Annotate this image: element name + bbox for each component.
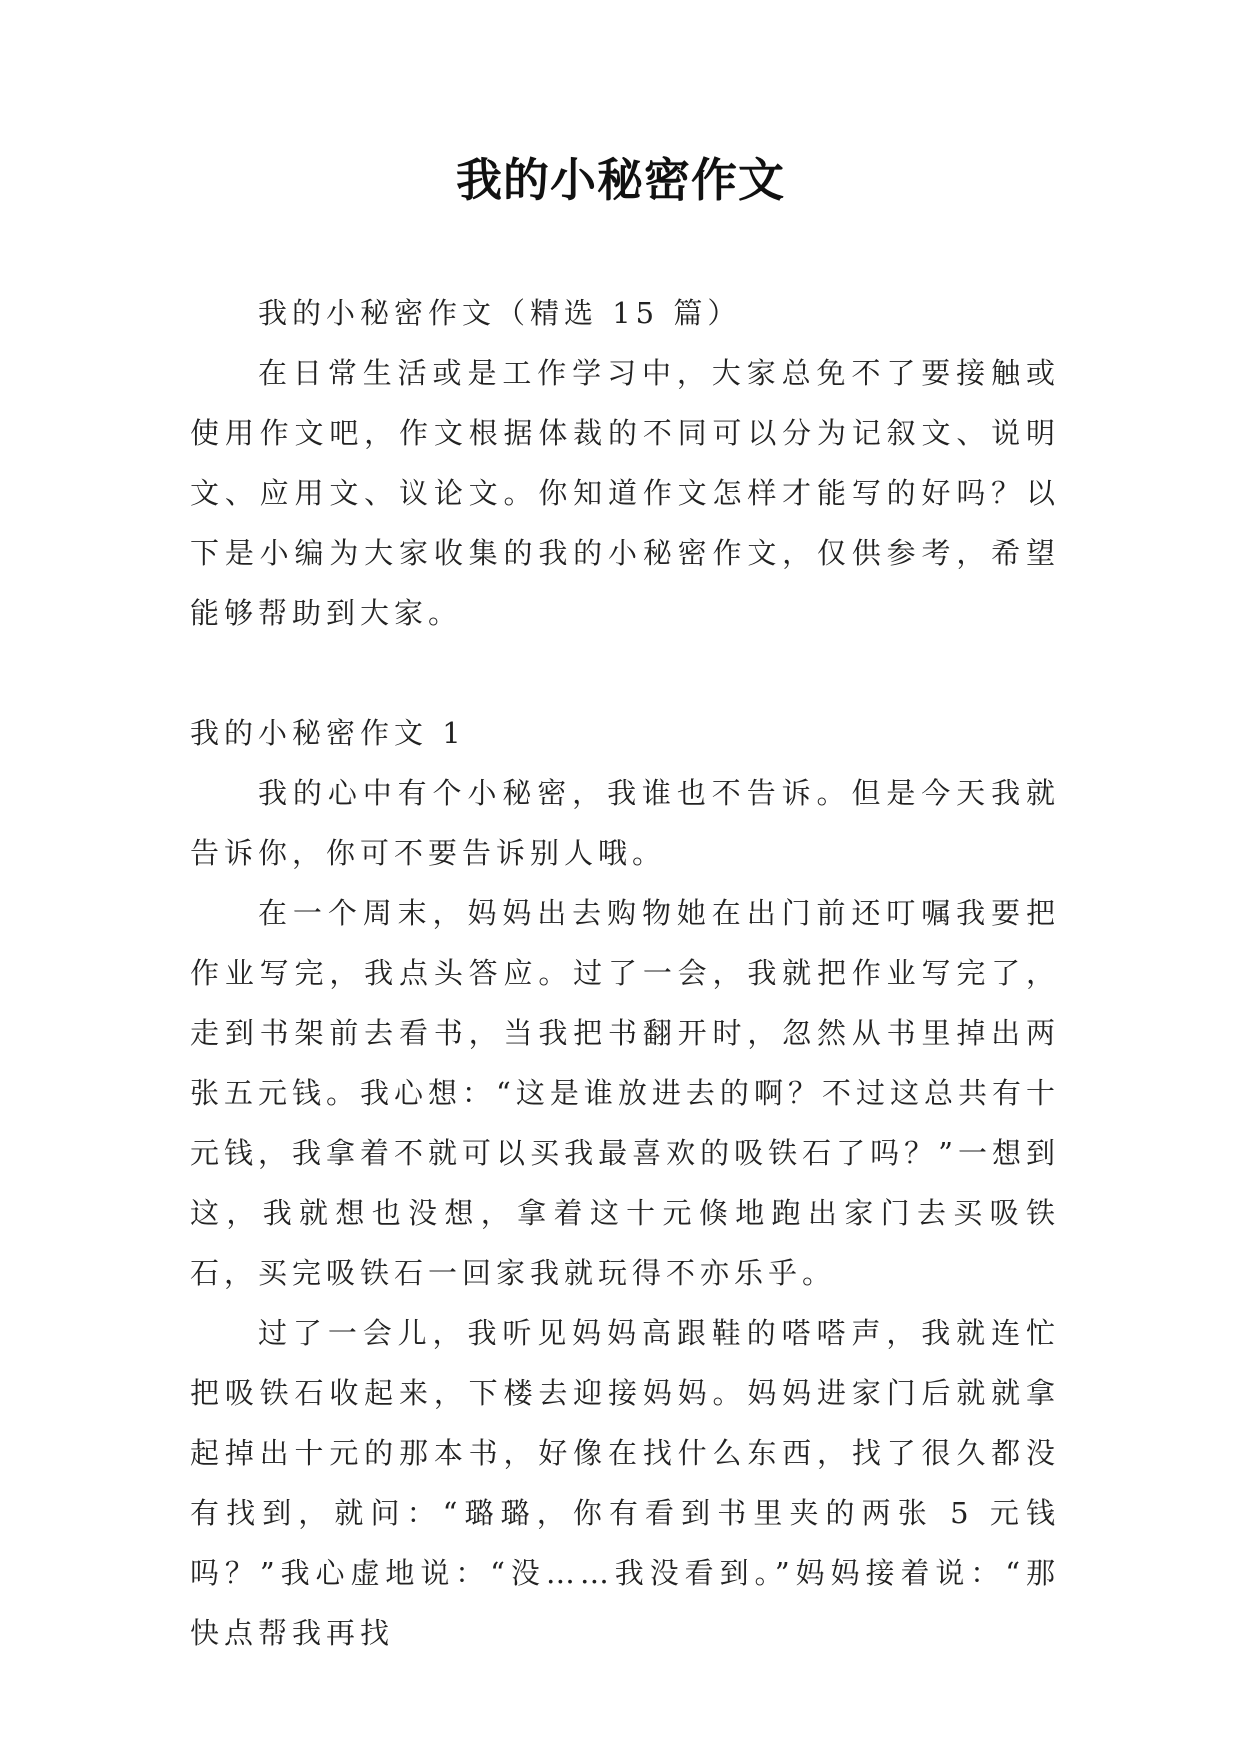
intro-paragraph: 在日常生活或是工作学习中，大家总免不了要接触或使用作文吧，作文根据体裁的不同可以分为记叙文、说明文、应用文、议论文。你知道作文怎样才能写的好吗？以下是小编为大家收集的我的小秘密作文，仅供参考，希望能够帮助到大家。 — [190, 356, 1060, 630]
body-paragraph-3: 过了一会儿，我听见妈妈高跟鞋的嗒嗒声，我就连忙把吸铁石收起来，下楼去迎接妈妈。妈妈进家门后就就拿起掉出十元的那本书，好像在找什么东西，找了很久都没有找到，就问：“璐璐，你有看到书里夹的两张 5 元钱吗？”我心虚地说：“没……我没看到。”妈妈接着说：“那快点帮我再找 — [190, 1316, 1060, 1650]
section-spacer — [190, 643, 1060, 703]
body-paragraph-2: 在一个周末，妈妈出去购物她在出门前还叮嘱我要把作业写完，我点头答应。过了一会，我就把作业写完了，走到书架前去看书，当我把书翻开时，忽然从书里掉出两张五元钱。我心想：“这是谁放进去的啊？不过这总共有十元钱，我拿着不就可以买我最喜欢的吸铁石了吗？”一想到这，我就想也没想，拿着这十元倏地跑出家门去买吸铁石，买完吸铁石一回家我就玩得不亦乐乎。 — [190, 896, 1060, 1290]
section-heading: 我的小秘密作文 1 — [190, 716, 466, 750]
body-paragraph-1: 我的心中有个小秘密，我谁也不告诉。但是今天我就告诉你，你可不要告诉别人哦。 — [190, 776, 1060, 870]
document-title: 我的小秘密作文 — [456, 153, 785, 207]
document-subtitle: 我的小秘密作文（精选 15 篇） — [258, 296, 742, 330]
document-body — [190, 283, 1060, 1663]
